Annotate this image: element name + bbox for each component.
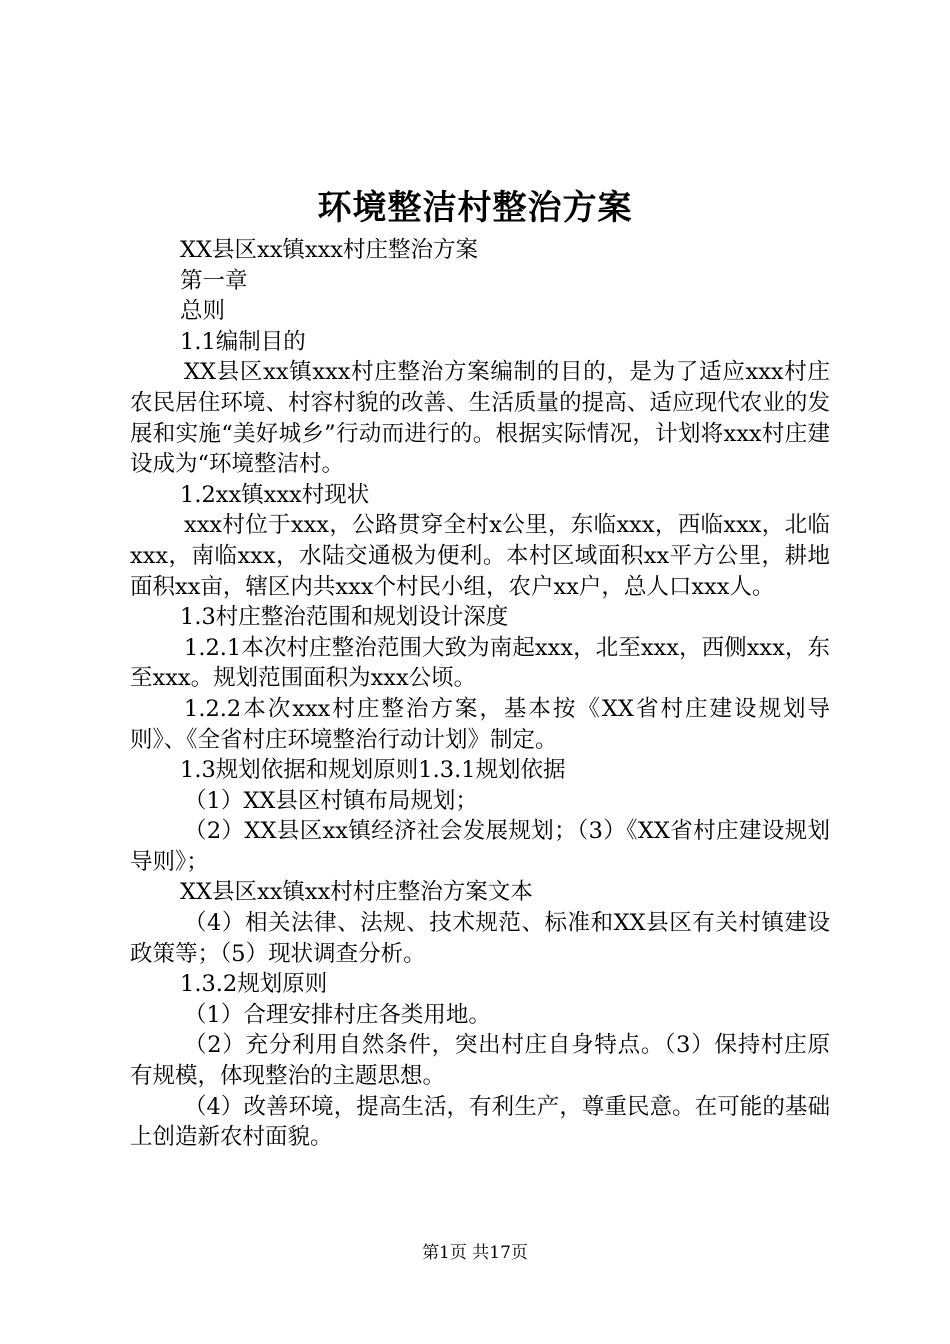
paragraph-subtitle: XX县区xx镇xxx村庄整治方案 [180, 237, 478, 263]
paragraph: 1.2.1本次村庄整治范围大致为南起xxx，北至xxx，西侧xxx，东至xxx。规划范围面积为xxx公顷。 [130, 634, 830, 692]
paragraph: xxx村位于xxx，公路贯穿全村x公里，东临xxx，西临xxx，北临xxx，南临xxx，水陆交通极为便利。本村区域面积xx平方公里，耕地面积xx亩，辖区内共xxx个村民小组，农户xx户，总人口xxx人。 [130, 512, 830, 600]
list-item: （2）充分利用自然条件，突出村庄自身特点。（3）保持村庄原有规模，体现整治的主题思想。 [130, 1032, 830, 1090]
heading-1-3-b: 1.3规划依据和规划原则1.3.1规划依据 [180, 757, 566, 784]
heading-1-2: 1.2xx镇xxx村现状 [180, 481, 370, 508]
heading-1-1: 1.1编制目的 [180, 328, 306, 355]
list-item: （1）XX县区村镇布局规划； [184, 787, 478, 814]
paragraph-chapter-name: 总则 [180, 298, 226, 325]
paragraph: 1.2.2本次xxx村庄整治方案，基本按《XX省村庄建设规划导则》、《全省村庄环境整治行动计划》制定。 [130, 695, 830, 753]
list-item: （4）改善环境，提高生活，有利生产，尊重民意。在可能的基础上创造新农村面貌。 [130, 1093, 830, 1151]
heading-1-3: 1.3村庄整治范围和规划设计深度 [180, 604, 509, 631]
list-item: （2）XX县区xx镇经济社会发展规划；（3）《XX省村庄建设规划导则》； [130, 818, 830, 875]
heading-1-3-2: 1.3.2规划原则 [180, 971, 328, 998]
paragraph-subtitle-2: XX县区xx镇xx村村庄整治方案文本 [180, 879, 533, 906]
document-body [130, 235, 830, 1153]
list-item: （1）合理安排村庄各类用地。 [184, 1001, 491, 1028]
document-title: 环境整洁村整治方案 [317, 188, 633, 228]
paragraph: XX县区xx镇xxx村庄整治方案编制的目的，是为了适应xxx村庄农民居住环境、村容村貌的改善、生活质量的提高、适应现代农业的发展和实施“美好城乡”行动而进行的。根据实际情况，计划将xxx村庄建设成为“环境整洁村。 [130, 359, 830, 478]
page-footer: 第1页 共17页 [422, 1243, 528, 1263]
list-item: （4）相关法律、法规、技术规范、标准和XX县区有关村镇建设政策等；（5）现状调查分析。 [130, 910, 830, 967]
paragraph-chapter: 第一章 [180, 267, 248, 294]
